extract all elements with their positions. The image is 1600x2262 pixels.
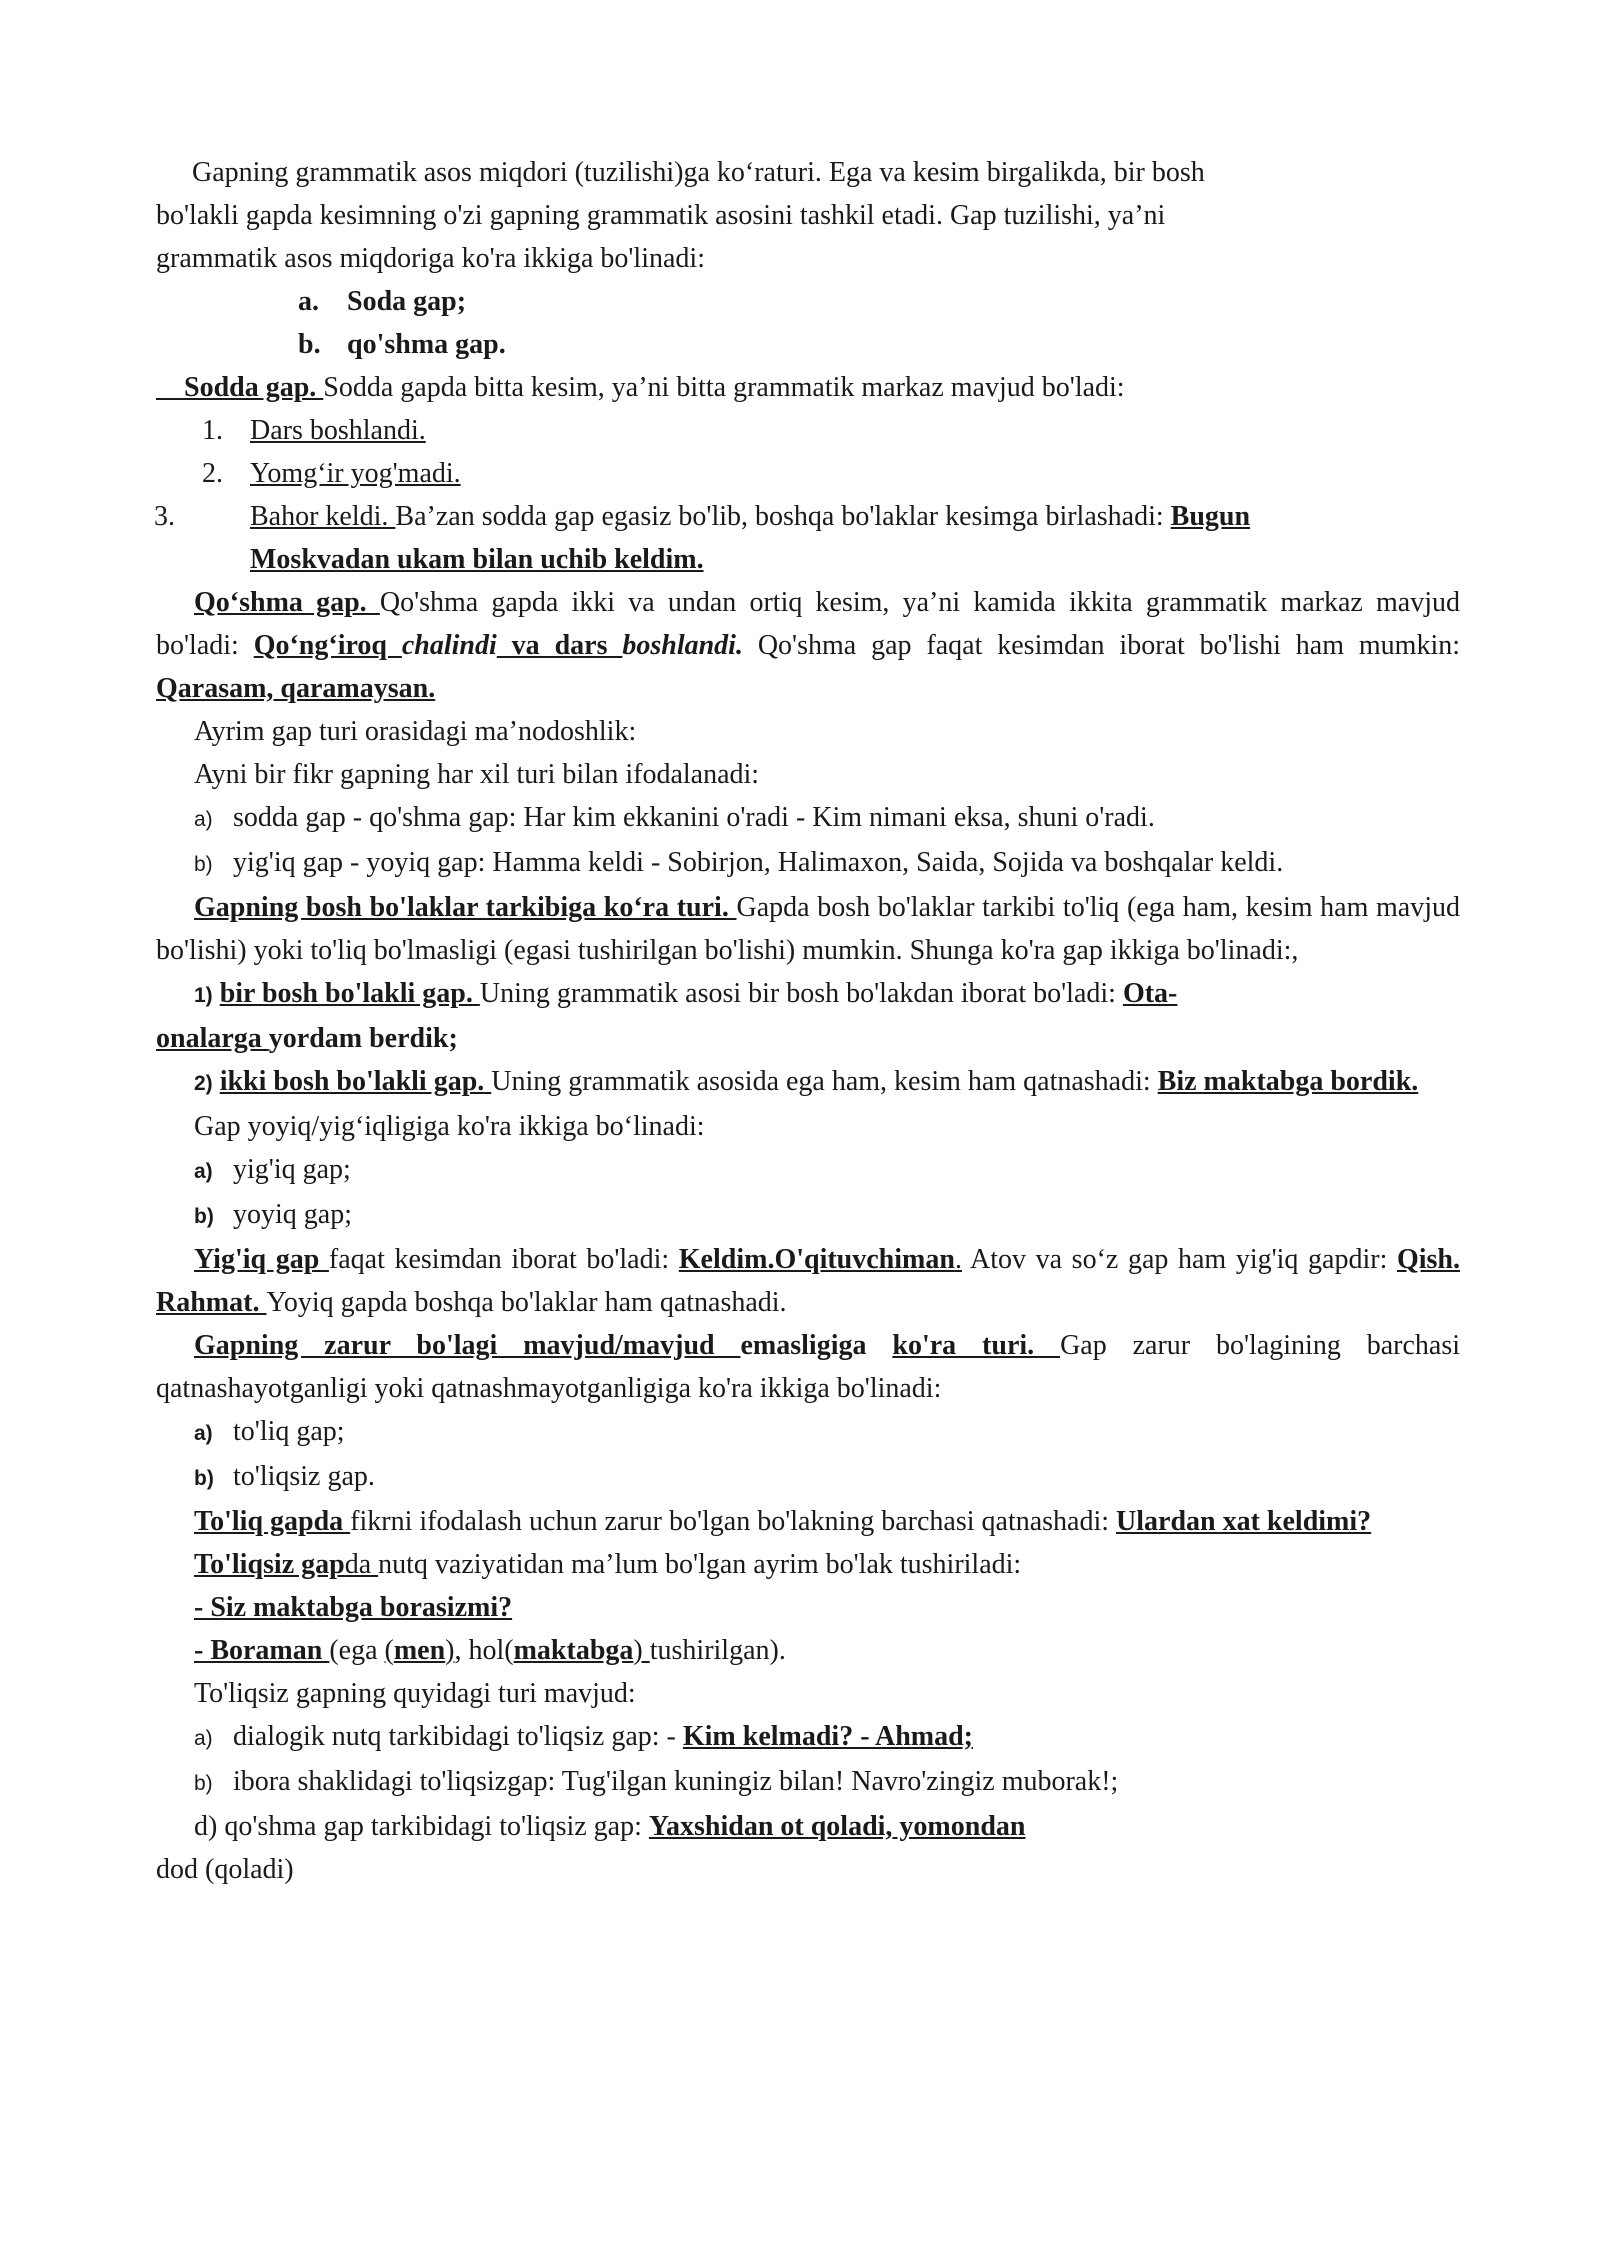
dialog-line: [156, 1586, 1460, 1629]
paragraph-text: (ega: [329, 1635, 385, 1666]
paragraph-text: faqat kesimdan iborat bo'ladi:: [328, 1244, 679, 1275]
paragraph-text: (: [384, 1635, 394, 1666]
paragraph-toliq-gap: [156, 1500, 1460, 1543]
list-marker: 3.: [154, 501, 175, 532]
paragraph-text: nutq vaziyatidan ma’lum bo'lgan ayrim bo'lak tushiriladi:: [378, 1549, 1022, 1580]
list-item: [156, 1148, 1460, 1193]
paragraph-intro-line1: Gapning grammatik asos miqdori (tuzilishi)ga ko‘raturi. Ega va kesim birgalikda, bir bosh: [192, 157, 1205, 188]
list-item: [156, 495, 1460, 581]
example-text: onalarga: [156, 1023, 269, 1054]
list-item: [156, 1455, 1460, 1500]
example-text: yordam berdik;: [268, 1023, 458, 1054]
paragraph-text: Yoyiq gapda boshqa bo'laklar ham qatnashadi.: [266, 1287, 787, 1318]
example-text: Qarasam, qaramaysan.: [156, 673, 436, 704]
paragraph-text: ): [445, 1635, 455, 1666]
list-marker: b): [194, 1467, 214, 1490]
list-item: [156, 409, 1460, 452]
term-heading: To'liqsiz gap: [194, 1549, 345, 1580]
paragraph-text: Gapda bosh bo'laklar tarkibi to'liq (ega ham, kesim ham mavjud bo'lishi) yoki to'liq bo'lmasligi (egasi tushirilgan bo'lishi) mumkin. Shunga ko'ra gap ikkiga bo'linadi:,: [156, 892, 1460, 966]
example-text: Yaxshidan ot qoladi, yomondan: [648, 1811, 1026, 1842]
paragraph-text: Gap yoyiq/yig‘iqligiga ko'ra ikkiga bo‘linadi:: [194, 1111, 705, 1142]
list-item-text: Soda gap;: [347, 286, 467, 317]
paragraph-text: Gap zarur bo'lagining barchasi qatnashayotganligi yoki qatnashmayotganligiga ko'ra ikkiga bo'linadi:: [156, 1330, 1460, 1404]
term-heading: Sodda gap.: [156, 372, 324, 403]
list-item: [156, 1410, 1460, 1455]
list-marker: a): [194, 1160, 213, 1183]
term-heading: To'liq gapda: [194, 1506, 351, 1537]
list-item: [156, 1805, 1460, 1848]
term-heading: emasligiga: [740, 1330, 893, 1361]
paragraph-bir-bosh: [156, 972, 1460, 1017]
list-marker: 1.: [202, 415, 223, 446]
paragraph-text: ): [633, 1635, 650, 1666]
list-item-text: to'liq gap;: [233, 1416, 345, 1447]
list-item: [156, 1193, 1460, 1238]
paragraph-bosh-bolaklar: [156, 886, 1460, 972]
paragraph-text: Ayrim gap turi orasidagi ma’nodoshlik:: [194, 716, 637, 747]
paragraph-yigiq-gap: [156, 1238, 1460, 1324]
example-text: chalindi: [401, 630, 497, 661]
document-page: [156, 151, 1460, 1891]
paragraph-text: Uning grammatik asosi bir bosh bo'lakdan iborat bo'ladi:: [479, 978, 1123, 1009]
example-text: maktabga: [513, 1635, 634, 1666]
list-marker: 2.: [202, 458, 223, 489]
list-item-text: yig'iq gap - yoyiq gap: Hamma keldi - Sobirjon, Halimaxon, Saida, Sojida va boshqalar keldi.: [233, 847, 1284, 878]
list-item: [156, 452, 1460, 495]
list-marker: 1): [194, 984, 213, 1007]
list-marker: b.: [298, 329, 321, 360]
example-text: Dars boshlandi.: [250, 415, 426, 446]
list-item: [156, 280, 1460, 323]
list-marker: b): [194, 1205, 214, 1228]
paragraph-text: Qo'shma gap faqat kesimdan iborat bo'lishi ham mumkin:: [742, 630, 1461, 661]
dialog-line: [156, 1629, 1460, 1672]
list-item-text: yig'iq gap;: [233, 1154, 351, 1185]
paragraph-text: Uning grammatik asosida ega ham, kesim ham qatnashadi:: [491, 1066, 1158, 1097]
list-item-text: dialogik nutq tarkibidagi to'liqsiz gap: -: [233, 1721, 683, 1752]
term-heading: Gapning bosh bo'laklar tarkibiga ko‘ra turi.: [194, 892, 737, 923]
list-item: [156, 1760, 1460, 1805]
example-text: Bugun: [1170, 501, 1251, 532]
paragraph-qoshma-gap: [156, 581, 1460, 710]
paragraph-text: fikrni ifodalash uchun zarur bo'lgan bo'lakning barchasi qatnashadi:: [350, 1506, 1117, 1537]
list-marker: a): [194, 1727, 213, 1750]
paragraph-text: Ba’zan sodda gap egasiz bo'lib, boshqa bo'laklar kesimga birlashadi:: [395, 501, 1171, 532]
paragraph-continuation: [156, 1017, 1460, 1060]
list-item: [156, 1715, 1460, 1760]
term-heading: Gapning zarur bo'lagi mavjud/mavjud: [194, 1330, 741, 1361]
example-text: Biz maktabga bordik.: [1157, 1066, 1419, 1097]
example-text: Keldim.O'qituvchiman: [678, 1244, 955, 1275]
list-item: [156, 841, 1460, 886]
example-text: Ota-: [1122, 978, 1178, 1009]
paragraph-toliqsiz-gap: [156, 1543, 1460, 1586]
list-marker: a.: [298, 286, 319, 317]
term-heading: bir bosh bo'lakli gap.: [219, 978, 480, 1009]
example-text: .: [954, 1244, 962, 1275]
paragraph-text: da: [344, 1549, 379, 1580]
paragraph-text: Atov va so‘z gap ham yig'iq gapdir:: [961, 1244, 1397, 1275]
paragraph-intro-line3: grammatik asos miqdoriga ko'ra ikkiga bo'linadi:: [156, 243, 705, 274]
list-item: [156, 323, 1460, 366]
term-heading: Qo‘shma gap.: [194, 587, 380, 618]
paragraph-text: To'liqsiz gapning quyidagi turi mavjud:: [194, 1678, 636, 1709]
example-text: Yomg‘ir yog'madi.: [250, 458, 461, 489]
paragraph-text: Sodda gapda bitta kesim, ya’ni bitta grammatik markaz mavjud bo'ladi:: [323, 372, 1125, 403]
list-marker: b): [194, 853, 213, 876]
list-item-text: sodda gap - qo'shma gap: Har kim ekkanini o'radi - Kim nimani eksa, shuni o'radi.: [233, 802, 1155, 833]
list-marker: b): [194, 1772, 213, 1795]
paragraph-ikki-bosh: [156, 1060, 1460, 1105]
example-text: Qish. Rahmat.: [156, 1244, 1460, 1318]
example-text: Qo‘ng‘iroq: [253, 630, 402, 661]
term-heading: ikki bosh bo'lakli gap.: [219, 1066, 492, 1097]
example-text: boshlandi.: [622, 630, 743, 661]
example-text: Ulardan xat keldimi?: [1116, 1506, 1372, 1537]
paragraph-text: tushirilgan).: [649, 1635, 786, 1666]
list-item-text: qo'shma gap.: [347, 329, 506, 360]
list-item-text: yoyiq gap;: [233, 1199, 352, 1230]
paragraph-zarur-bolak: [156, 1324, 1460, 1410]
paragraph-intro-line2: bo'lakli gapda kesimning o'zi gapning grammatik asosini tashkil etadi. Gap tuzilishi, ya’ni: [156, 200, 1166, 231]
example-text: Moskvadan ukam bilan uchib keldim.: [250, 544, 704, 575]
paragraph-text: Qo'shma gapda ikki va undan ortiq kesim, ya’ni kamida ikkita grammatik markaz mavjud bo'ladi:: [156, 587, 1460, 661]
paragraph-text: Ayni bir fikr gapning har xil turi bilan ifodalanadi:: [194, 759, 760, 790]
paragraph-text: , hol(: [454, 1635, 514, 1666]
list-marker: a): [194, 1422, 213, 1445]
example-text: va dars: [496, 630, 623, 661]
example-text: Kim kelmadi? - Ahmad;: [682, 1721, 973, 1752]
list-item-text: ibora shaklidagi to'liqsizgap: Tug'ilgan kuningiz bilan! Navro'zingiz muborak!;: [233, 1766, 1119, 1797]
term-heading: Yig'iq gap: [194, 1244, 329, 1275]
list-marker: a): [194, 808, 213, 831]
example-text: Bahor keldi.: [250, 501, 396, 532]
example-text: - Boraman: [194, 1635, 330, 1666]
example-text: men: [393, 1635, 446, 1666]
example-text: - Siz maktabga borasizmi?: [194, 1592, 513, 1623]
list-item: [156, 796, 1460, 841]
paragraph-sodda-gap: [156, 366, 1460, 409]
term-heading: ko'ra turi.: [892, 1330, 1061, 1361]
paragraph-continuation: dod (qoladi): [156, 1854, 294, 1885]
list-item-text: d) qo'shma gap tarkibidagi to'liqsiz gap:: [194, 1811, 649, 1842]
list-marker: 2): [194, 1072, 213, 1095]
list-item-text: to'liqsiz gap.: [233, 1461, 375, 1492]
